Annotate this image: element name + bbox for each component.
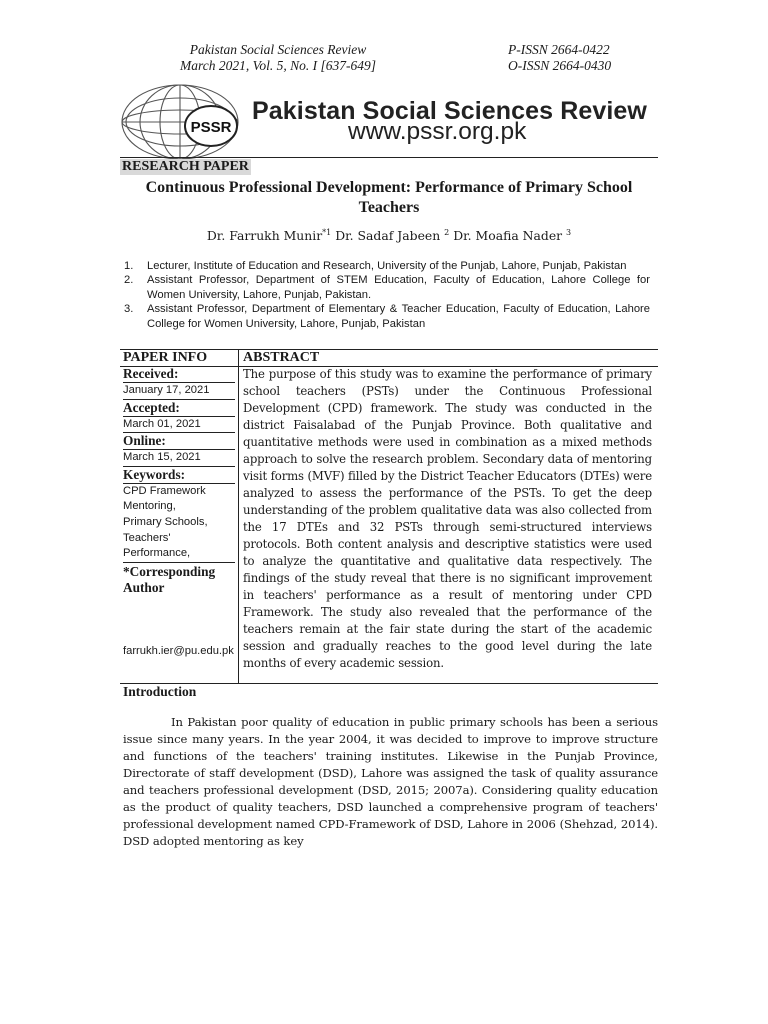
corresponding-email: farrukh.ier@pu.edu.pk — [123, 644, 234, 657]
introduction-heading: Introduction — [123, 684, 197, 699]
header-rule — [120, 157, 658, 158]
affiliations-list — [120, 259, 650, 331]
received-date: January 17, 2021 — [123, 383, 235, 400]
paper-info-column — [123, 366, 235, 659]
corresponding-author-label: *Corresponding Author — [123, 563, 216, 595]
keyword-item: Performance, — [123, 546, 235, 563]
pssr-globe-logo — [120, 82, 240, 162]
keyword-item: CPD Framework — [123, 484, 206, 497]
affiliation-item: 1. Lecturer, Institute of Education and Research, University of the Punjab, Lahore, Punjab, Pakistan — [124, 260, 627, 272]
keyword-item: Teachers' — [123, 531, 171, 544]
abstract-text: The purpose of this study was to examine the performance of primary school teachers (PSTs) under the Continuous Professional Development (CPD) framework. The study was conducted in the district Faisalabad of the Punjab Province. Both qualitative and quantitative methods were used in combination as a mixed methods approach to solve the research problem. Secondary data of mentoring visit forms (MVF) filled by the District Teacher Educators (DTEs) were analyzed to assess the performance of the PSTs. To get the deep understanding of the problem qualitative data was also collected from the 17 DTEs and 32 PSTs through semi-structured interviews protocols. Both content analysis and descriptive statistics were used to analyze the quantitative and qualitative data respectively. The findings of the study reveal that there is no significant improvement in teachers' performance as a result of mentoring under CPD Framework. The study also revealed that the performance of the teachers remain at the fair state during the start of the academic session and gradually reaches to the good level during the late months of every academic session. — [243, 367, 652, 670]
accepted-label: Accepted: — [123, 400, 235, 417]
table-column-divider — [238, 350, 239, 683]
running-header-left — [168, 42, 388, 74]
brand-title: Pakistan Social Sciences Review — [252, 97, 647, 125]
keywords-label: Keywords: — [123, 467, 235, 484]
accepted-date: March 01, 2021 — [123, 417, 235, 434]
author-line: Dr. Farrukh Munir$^{*1}$ Dr. Sadaf Jabeen $^2$ Dr. Moafia Nader $^3$ — [206, 228, 572, 244]
introduction-paragraph: In Pakistan poor quality of education in public primary schools has been a serious issue since many years. In the year 2004, it was decided to improve to improve structure and functions of the teachers' training institutes. Likewise in the Punjab Province, Directorate of staff development (DSD), Lahore was assigned the task of quality assurance and teachers professional development (DSD, 2015; 2007a). Considering quality education as the product of quality teachers, DSD launched a comprehensive program of teachers' professional development named CPD-Framework of DSD, Lahore in 2006 (Shehzad, 2014). DSD adopted mentoring as key — [123, 715, 658, 848]
online-date: March 15, 2021 — [123, 450, 235, 467]
keyword-item: Mentoring, — [123, 500, 176, 513]
logo-text: PSSR — [190, 119, 232, 136]
brand-url: www.pssr.org.pk — [348, 118, 527, 145]
article-type-label: RESEARCH PAPER — [122, 159, 249, 174]
journal-issue: March 2021, Vol. 5, No. I [637-649] — [180, 58, 376, 73]
received-label: Received: — [123, 366, 235, 383]
abstract-heading: ABSTRACT — [243, 350, 320, 365]
online-label: Online: — [123, 433, 235, 450]
article-title: Continuous Professional Development: Performance of Primary School Teachers — [145, 179, 633, 216]
affiliation-item: 2. Assistant Professor, Department of STEM Education, Faculty of Education, Lahore College for Women University, Lahore, Punjab, Pakistan. — [124, 274, 650, 301]
running-header-right — [508, 42, 648, 74]
keyword-item: Primary Schools, — [123, 515, 208, 528]
online-issn: O-ISSN 2664-0430 — [508, 58, 612, 73]
journal-name: Pakistan Social Sciences Review — [189, 42, 367, 57]
affiliation-item: 3. Assistant Professor, Department of Elementary & Teacher Education, Faculty of Education, Lahore College for Women University, Lahore, Punjab, Pakistan — [124, 303, 650, 330]
table-bottom-rule — [120, 683, 658, 684]
paper-info-heading: PAPER INFO — [123, 350, 208, 365]
print-issn: P-ISSN 2664-0422 — [508, 42, 610, 57]
